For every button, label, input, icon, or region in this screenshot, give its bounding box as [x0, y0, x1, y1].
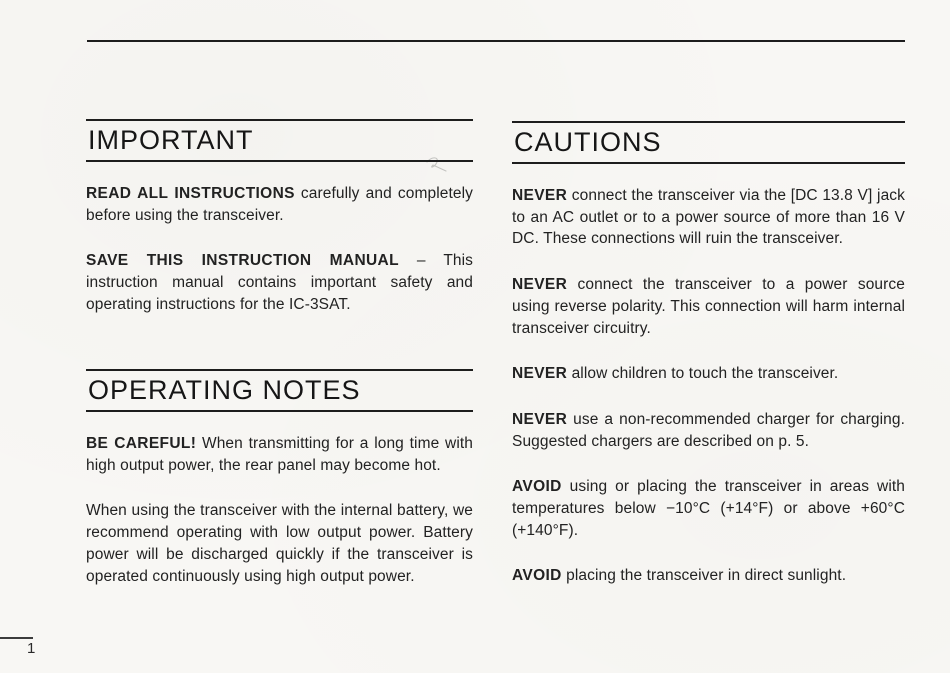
paragraph-lead: AVOID [512, 478, 562, 496]
paragraph-text: use a non-recommended charger for charging. Suggested chargers are described on p. 5. [512, 410, 905, 450]
section-operating-notes [86, 369, 473, 587]
paragraph-text: When transmitting for a long time with high output power, the rear panel may become hot. [86, 435, 473, 474]
paragraph-lead: READ ALL INSTRUCTIONS [86, 185, 295, 202]
page-number-rule [0, 637, 33, 639]
paragraph-text: connect the transceiver via the [DC 13.8 V] jack to an AC outlet or to a power source of more than 16 V DC. These connections will ruin the transceiver. [512, 187, 905, 248]
paragraph-text: – This instruction manual contains important safety and operating instructions for the IC-3SAT. [86, 252, 474, 313]
paragraph-lead: NEVER [512, 276, 568, 294]
paragraph [86, 433, 473, 476]
paragraph [512, 274, 905, 339]
paragraph [512, 476, 905, 541]
paragraph-text: placing the transceiver in direct sunlight. [561, 567, 847, 585]
paragraph-text: using or placing the transceiver in areas with temperatures below −10°C (+14°F) or above +60°C (+140°F). [512, 478, 905, 539]
section-heading-cautions: CAUTIONS [512, 121, 905, 164]
paragraph [512, 409, 905, 452]
paragraph-text: connect the transceiver to a power source using reverse polarity. This connection will harm internal transceiver circuitry. [512, 276, 905, 337]
paragraph [86, 500, 473, 587]
paragraph [86, 250, 473, 315]
paragraph-lead: NEVER [512, 410, 568, 428]
paragraph-lead: NEVER [512, 365, 568, 383]
section-cautions [512, 121, 905, 587]
section-heading-operating-notes: OPERATING NOTES [86, 369, 473, 412]
page-number: 1 [27, 640, 36, 657]
paragraph [512, 185, 905, 250]
paragraph [512, 565, 905, 587]
paragraph [86, 183, 473, 226]
paragraph [512, 363, 905, 385]
paragraph-lead: BE CAREFUL! [86, 435, 197, 452]
paragraph-lead: SAVE THIS INSTRUCTION MANUAL [86, 252, 399, 270]
top-rule [87, 40, 905, 42]
section-heading-important: IMPORTANT [86, 119, 473, 162]
paragraph-text: carefully and completely before using the transceiver. [86, 185, 473, 224]
paragraph-text: allow children to touch the transceiver. [567, 365, 839, 383]
paragraph-lead: AVOID [512, 567, 562, 585]
paragraph-lead: NEVER [512, 187, 568, 204]
paragraph-text: When using the transceiver with the internal battery, we recommend operating with low output power. Battery power will be discharged quickly if the transceiver is operated continuously using high output power. [86, 502, 473, 585]
section-important [86, 119, 473, 316]
